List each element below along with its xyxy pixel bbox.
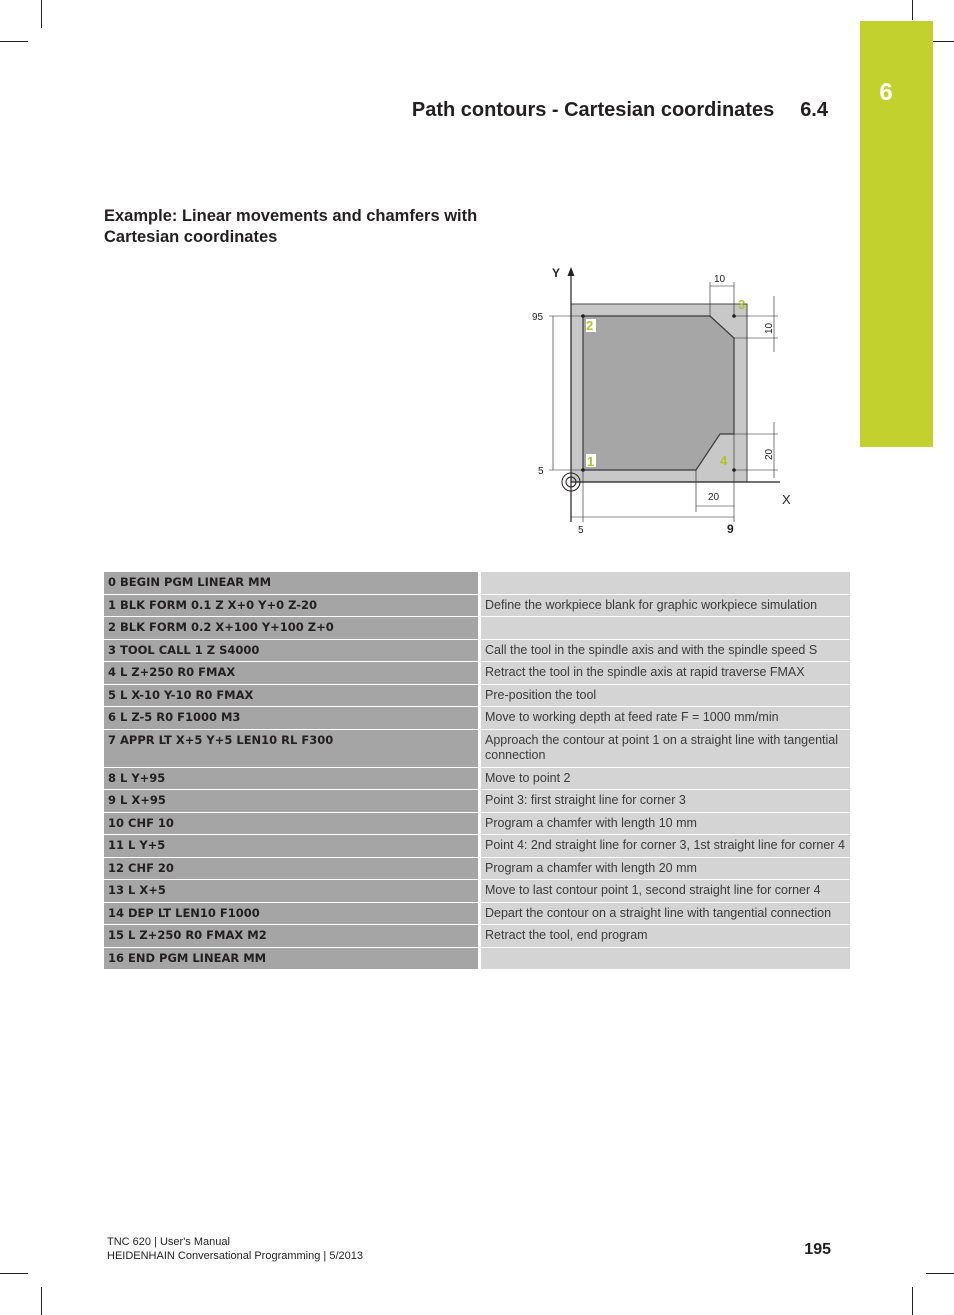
nc-block-description: Retract the tool in the spindle axis at rapid traverse FMAX — [478, 662, 850, 684]
dim-y5: 5 — [538, 466, 544, 477]
footer-line-2: HEIDENHAIN Conversational Programming | 5/2013 — [107, 1250, 363, 1262]
point-2-marker — [581, 314, 585, 318]
contour-figure — [530, 262, 800, 542]
table-row — [104, 617, 850, 639]
nc-block-description: Pre-position the tool — [478, 685, 850, 707]
table-row — [104, 948, 850, 970]
dim-y95: 95 — [532, 312, 544, 323]
point-1-marker — [581, 468, 585, 472]
nc-block-code: 1 BLK FORM 0.1 Z X+0 Y+0 Z-20 — [104, 595, 478, 617]
point-4-label: 4 — [720, 453, 728, 468]
table-row — [104, 880, 850, 902]
point-3-label: 3 — [738, 297, 746, 312]
table-row — [104, 903, 850, 925]
crop-mark — [41, 1287, 42, 1315]
nc-block-description: Depart the contour on a straight line with tangential connection — [478, 903, 850, 925]
nc-block-code: 8 L Y+95 — [104, 768, 478, 790]
contour-drawing — [530, 262, 800, 542]
workpiece-contour — [583, 316, 734, 470]
nc-block-code: 3 TOOL CALL 1 Z S4000 — [104, 640, 478, 662]
nc-block-code: 5 L X-10 Y-10 R0 FMAX — [104, 685, 478, 707]
crop-mark — [926, 1273, 954, 1274]
nc-block-code: 0 BEGIN PGM LINEAR MM — [104, 572, 478, 594]
nc-block-description: Define the workpiece blank for graphic workpiece simulation — [478, 595, 850, 617]
table-row — [104, 662, 850, 684]
page-number: 195 — [804, 1241, 831, 1258]
nc-block-code: 13 L X+5 — [104, 880, 478, 902]
nc-block-description: Retract the tool, end program — [478, 925, 850, 947]
table-row — [104, 707, 850, 729]
nc-program-table — [104, 571, 850, 970]
nc-block-code: 2 BLK FORM 0.2 X+100 Y+100 Z+0 — [104, 617, 478, 639]
nc-block-code: 14 DEP LT LEN10 F1000 — [104, 903, 478, 925]
crop-mark — [0, 1273, 28, 1274]
table-row — [104, 858, 850, 880]
dim-x95: 9 — [727, 522, 734, 536]
point-3-marker — [732, 314, 736, 318]
table-row — [104, 925, 850, 947]
dim-x5: 5 — [578, 525, 584, 536]
dim-right-bottom: 20 — [764, 448, 775, 460]
nc-block-description — [478, 572, 850, 594]
footer — [107, 1235, 363, 1263]
section-heading — [104, 206, 524, 248]
footer-line-1: TNC 620 | User's Manual — [107, 1236, 230, 1248]
point-1-label: 1 — [587, 454, 595, 469]
nc-block-description — [478, 617, 850, 639]
point-2-label: 2 — [586, 318, 594, 333]
table-row — [104, 790, 850, 812]
running-head-title: Path contours - Cartesian coordinates — [411, 99, 775, 121]
dim-right-top: 10 — [764, 322, 775, 334]
nc-block-code: 15 L Z+250 R0 FMAX M2 — [104, 925, 478, 947]
nc-block-code: 7 APPR LT X+5 Y+5 LEN10 RL F300 — [104, 730, 478, 767]
nc-block-description: Call the tool in the spindle axis and with the spindle speed S — [478, 640, 850, 662]
nc-block-description: Move to working depth at feed rate F = 1000 mm/min — [478, 707, 850, 729]
crop-mark — [912, 0, 913, 20]
dim-top: 10 — [714, 274, 726, 285]
crop-mark — [0, 41, 28, 42]
y-axis-arrow — [568, 267, 575, 276]
y-axis-label: Y — [552, 266, 561, 280]
nc-block-code: 10 CHF 10 — [104, 813, 478, 835]
nc-block-code: 12 CHF 20 — [104, 858, 478, 880]
point-4-marker — [732, 468, 736, 472]
heading-line-2: Cartesian coordinates — [104, 228, 278, 246]
nc-block-description: Point 3: first straight line for corner 3 — [478, 790, 850, 812]
nc-block-code: 4 L Z+250 R0 FMAX — [104, 662, 478, 684]
nc-block-description: Program a chamfer with length 10 mm — [478, 813, 850, 835]
table-row — [104, 813, 850, 835]
nc-block-description: Point 4: 2nd straight line for corner 3, 1st straight line for corner 4 — [478, 835, 850, 857]
running-head — [412, 99, 828, 122]
nc-block-code: 16 END PGM LINEAR MM — [104, 948, 478, 970]
nc-block-code: 6 L Z-5 R0 F1000 M3 — [104, 707, 478, 729]
table-row — [104, 730, 850, 767]
table-row — [104, 835, 850, 857]
crop-mark — [41, 0, 42, 28]
table-row — [104, 572, 850, 594]
x-axis-label: X — [782, 492, 791, 507]
dim-bottom: 20 — [708, 492, 720, 503]
nc-block-description: Program a chamfer with length 20 mm — [478, 858, 850, 880]
table-row — [104, 595, 850, 617]
nc-block-code: 9 L X+95 — [104, 790, 478, 812]
nc-block-description: Move to last contour point 1, second straight line for corner 4 — [478, 880, 850, 902]
nc-block-description: Move to point 2 — [478, 768, 850, 790]
heading-line-1: Example: Linear movements and chamfers with — [104, 207, 478, 225]
running-head-section: 6.4 — [800, 99, 828, 121]
chapter-number: 6 — [879, 79, 893, 106]
nc-block-code: 11 L Y+5 — [104, 835, 478, 857]
crop-mark — [912, 1287, 913, 1315]
table-row — [104, 685, 850, 707]
chapter-tab — [860, 21, 933, 447]
nc-block-description: Approach the contour at point 1 on a straight line with tangential connection — [478, 730, 850, 767]
nc-block-description — [478, 948, 850, 970]
table-row — [104, 640, 850, 662]
table-row — [104, 768, 850, 790]
